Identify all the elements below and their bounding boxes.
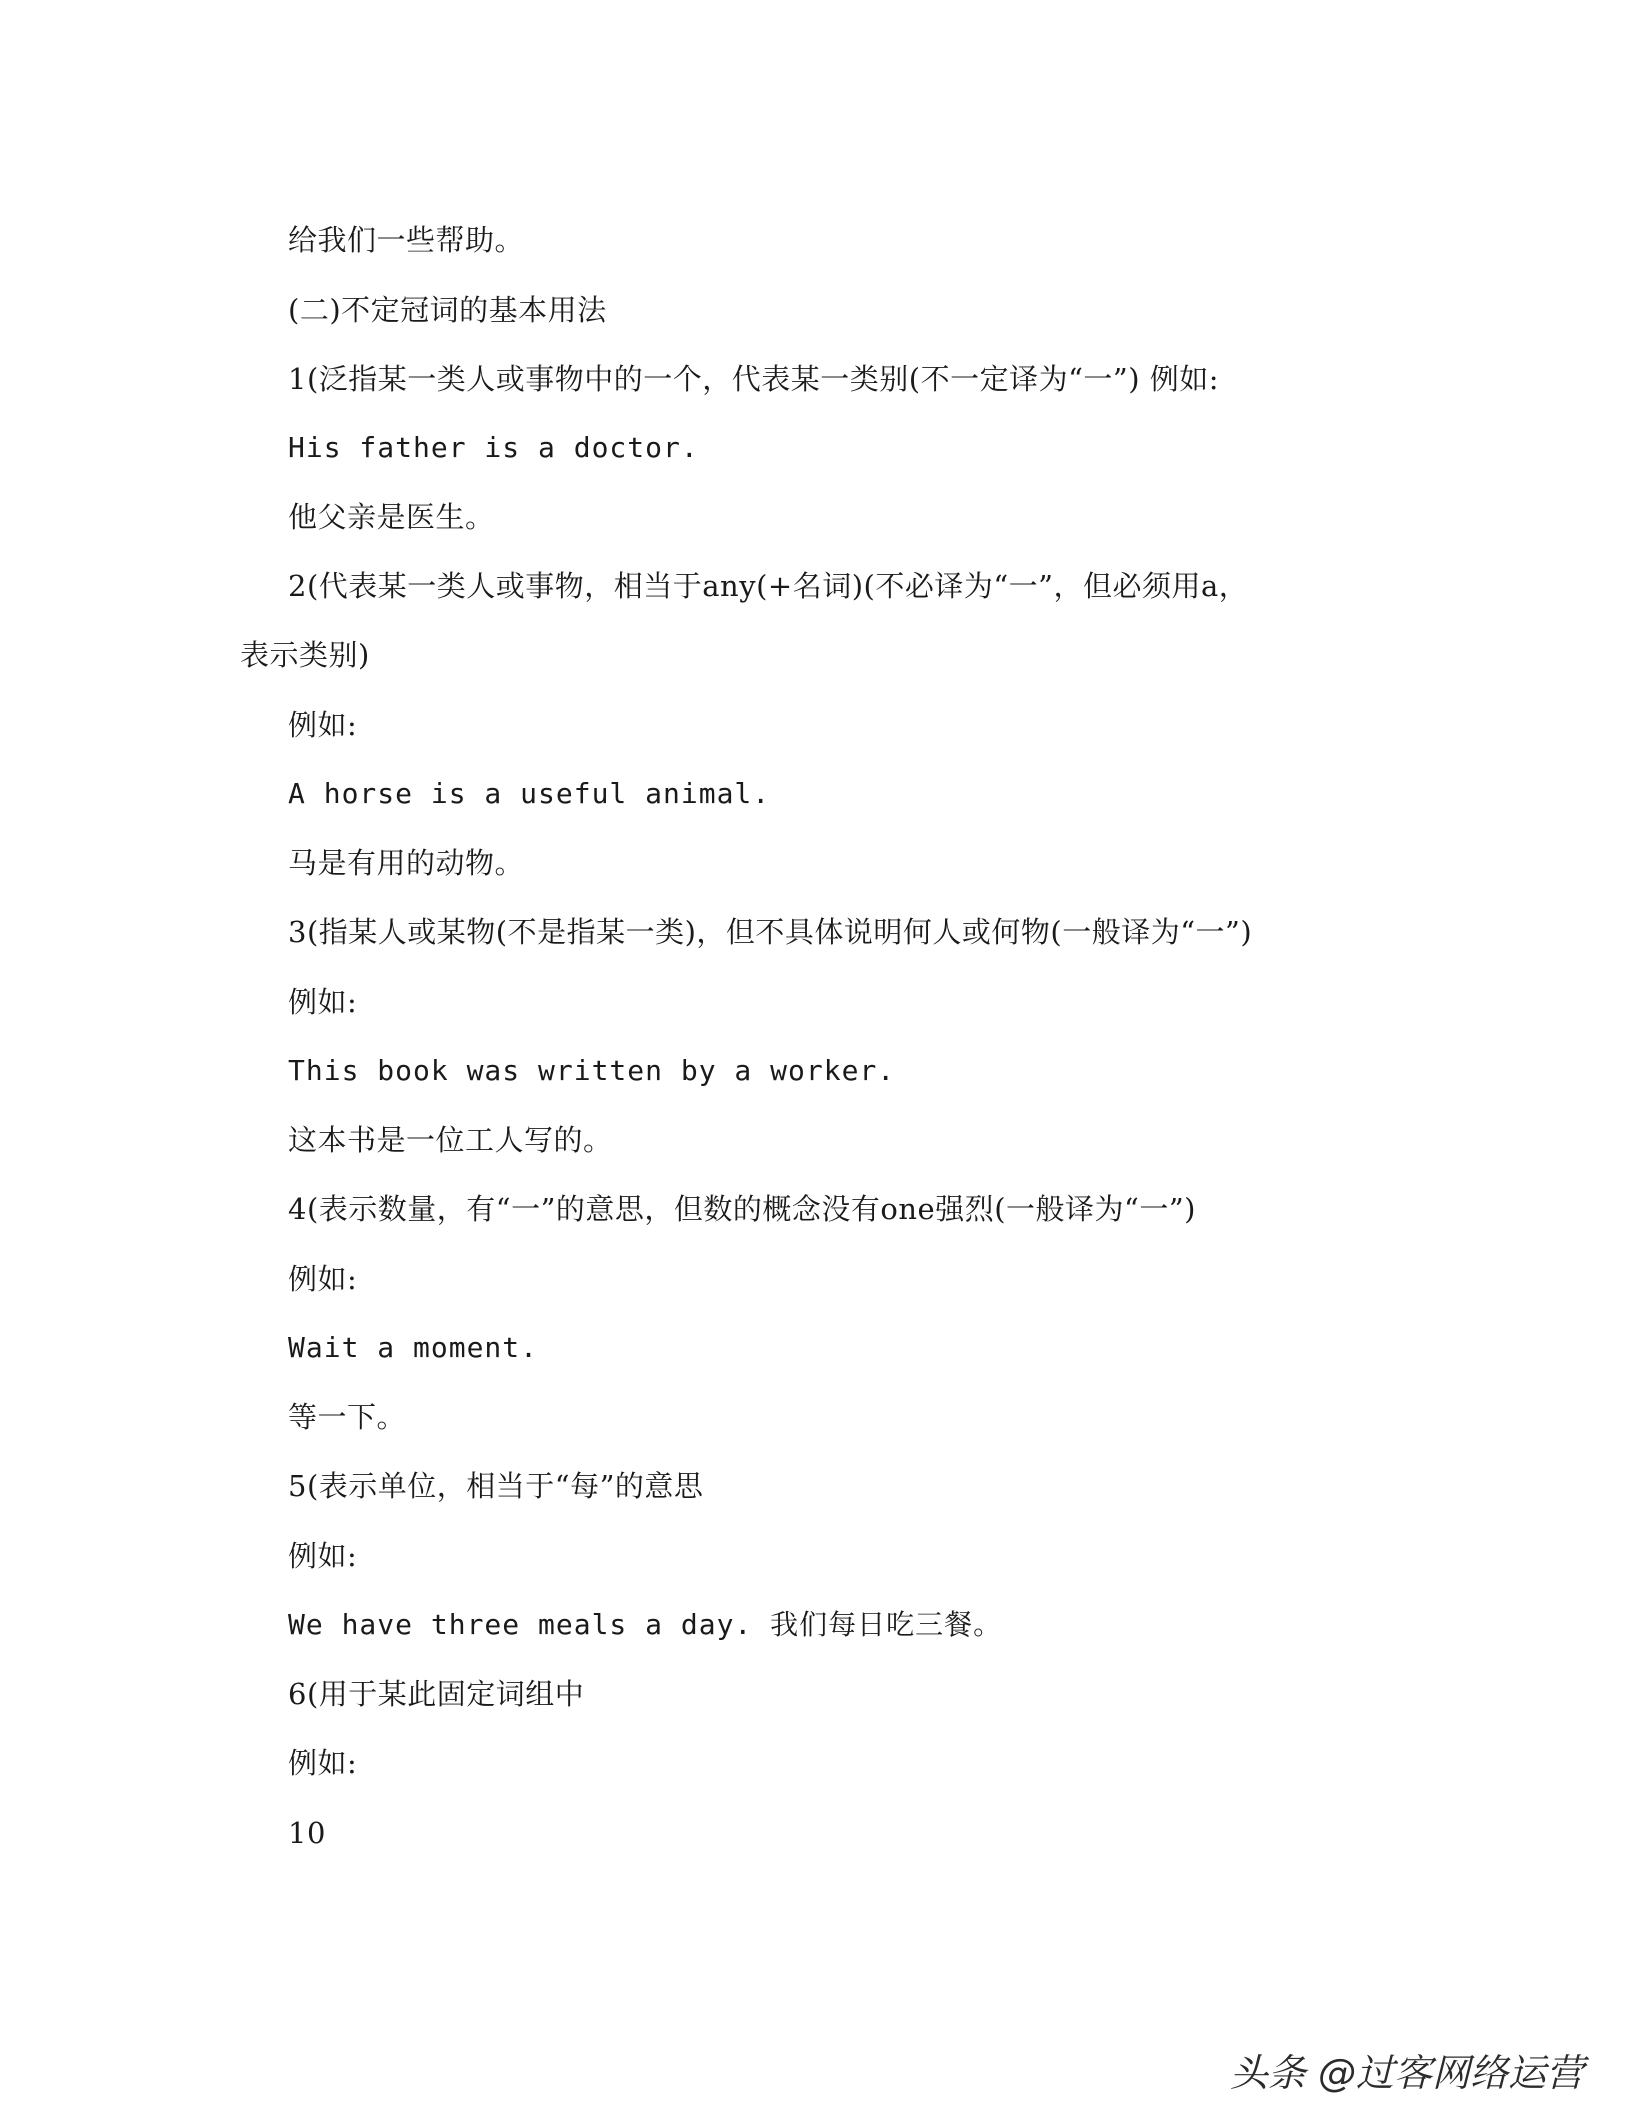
section-heading: (二)不定冠词的基本用法 [288,293,607,327]
example-sentence: This book was written by a worker. [288,1054,896,1087]
example-sentence: His father is a doctor. [288,431,699,464]
text-line: 4(表示数量，有“一”的意思，但数的概念没有one强烈(一般译为“一”) [288,1192,1196,1226]
text-line: 1(泛指某一类人或事物中的一个，代表某一类别(不一定译为“一”) 例如: [288,362,1220,396]
translation-line: 等一下。 [288,1400,407,1434]
example-sentence: We have three meals a day. 我们每日吃三餐。 [288,1608,1003,1641]
example-sentence: A horse is a useful animal. [288,777,771,810]
text-line: 给我们一些帮助。 [288,223,525,257]
translation-line: 马是有用的动物。 [288,846,525,880]
text-line: 表示类别) [240,638,370,672]
text-line: 例如: [288,708,358,742]
translation-line: 他父亲是医生。 [288,500,495,534]
text-line: 3(指某人或某物(不是指某一类)，但不具体说明何人或何物(一般译为“一”) [288,915,1253,949]
page-number: 10 [288,1816,326,1850]
text-line: 例如: [288,1262,358,1296]
example-sentence: Wait a moment. [288,1331,539,1364]
text-line: 例如: [288,985,358,1019]
text-line: 6(用于某此固定词组中 [288,1677,585,1711]
text-line: 例如: [288,1539,358,1573]
text-line: 2(代表某一类人或事物，相当于any(+名词)(不必译为“一”，但必须用a， [288,569,1249,603]
translation-line: 这本书是一位工人写的。 [288,1123,613,1157]
watermark: 头条 @过客网络运营 [1229,2051,1584,2095]
text-line: 例如: [288,1746,358,1780]
text-line: 5(表示单位，相当于“每”的意思 [288,1469,704,1503]
